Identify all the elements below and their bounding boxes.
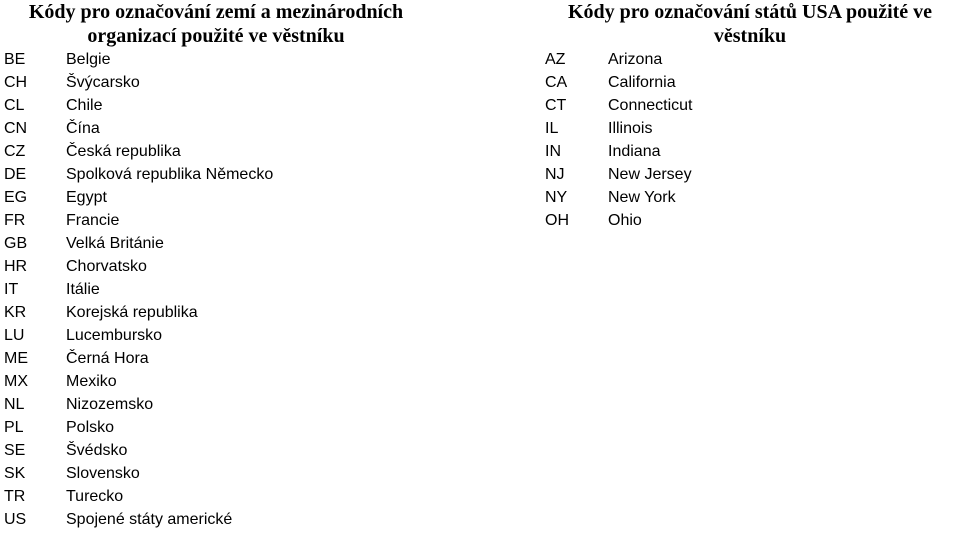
name-cell: Spolková republika Německo	[66, 166, 274, 183]
name-cell: California	[608, 74, 676, 91]
name-cell: Francie	[66, 212, 120, 229]
country-row	[0, 117, 273, 140]
name-cell: Černá Hora	[66, 350, 149, 367]
name-cell: Čína	[66, 120, 100, 137]
code-cell: MX	[4, 373, 28, 390]
code-cell: HR	[4, 258, 28, 275]
code-cell: LU	[4, 327, 25, 344]
name-cell: Itálie	[66, 281, 100, 298]
country-row	[0, 347, 273, 370]
country-row	[0, 232, 273, 255]
code-cell: DE	[4, 166, 27, 183]
state-row	[540, 163, 693, 186]
country-row	[0, 163, 273, 186]
code-cell: NY	[545, 189, 568, 206]
state-row	[540, 209, 693, 232]
name-cell: Švýcarsko	[66, 74, 140, 91]
code-cell: CH	[4, 74, 28, 91]
code-cell: ME	[4, 350, 28, 367]
code-cell: OH	[545, 212, 569, 229]
code-cell: IN	[545, 143, 561, 160]
country-row	[0, 393, 273, 416]
name-cell: Spojené státy americké	[66, 511, 233, 528]
name-cell: Polsko	[66, 419, 115, 436]
country-row	[0, 278, 273, 301]
code-cell: PL	[4, 419, 24, 436]
code-cell: NJ	[545, 166, 565, 183]
country-row	[0, 140, 273, 163]
country-row	[0, 186, 273, 209]
name-cell: Slovensko	[66, 465, 140, 482]
country-row	[0, 255, 273, 278]
name-cell: Belgie	[66, 51, 111, 68]
name-cell: Turecko	[66, 488, 124, 505]
name-cell: Švédsko	[66, 442, 128, 459]
country-row	[0, 416, 273, 439]
code-cell: FR	[4, 212, 26, 229]
name-cell: Arizona	[608, 51, 663, 68]
us-state-code-list	[540, 48, 693, 232]
name-cell: Egypt	[66, 189, 107, 206]
code-cell: SE	[4, 442, 26, 459]
country-code-list	[0, 48, 273, 531]
code-cell: NL	[4, 396, 25, 413]
name-cell: Korejská republika	[66, 304, 198, 321]
name-cell: Česká republika	[66, 143, 181, 160]
country-row	[0, 462, 273, 485]
state-row	[540, 140, 693, 163]
code-cell: CZ	[4, 143, 26, 160]
name-cell: Illinois	[608, 120, 653, 137]
name-cell: Velká Británie	[66, 235, 164, 252]
us-states-heading-line1: Kódy pro označování států USA použité ve	[567, 1, 933, 23]
country-row	[0, 508, 273, 531]
countries-heading-line2: organizací použité ve věstníku	[87, 25, 345, 47]
code-cell: CA	[545, 74, 568, 91]
state-row	[540, 48, 693, 71]
country-row	[0, 94, 273, 117]
code-cell: EG	[4, 189, 28, 206]
name-cell: Lucembursko	[66, 327, 163, 344]
us-states-heading-line2: věstníku	[713, 25, 787, 47]
name-cell: New York	[608, 189, 676, 206]
code-cell: CL	[4, 97, 25, 114]
code-cell: CT	[545, 97, 567, 114]
country-row	[0, 71, 273, 94]
state-row	[540, 94, 693, 117]
name-cell: Nizozemsko	[66, 396, 154, 413]
us-states-heading	[540, 0, 960, 48]
country-row	[0, 48, 273, 71]
code-cell: SK	[4, 465, 26, 482]
state-row	[540, 117, 693, 140]
name-cell: Ohio	[608, 212, 642, 229]
code-cell: AZ	[545, 51, 566, 68]
country-row	[0, 370, 273, 393]
name-cell: Connecticut	[608, 97, 693, 114]
name-cell: Chile	[66, 97, 103, 114]
country-row	[0, 485, 273, 508]
name-cell: Indiana	[608, 143, 661, 160]
country-row	[0, 209, 273, 232]
state-row	[540, 186, 693, 209]
name-cell: Chorvatsko	[66, 258, 147, 275]
country-row	[0, 324, 273, 347]
countries-heading-line1: Kódy pro označování zemí a mezinárodních	[28, 1, 404, 23]
code-cell: US	[4, 511, 27, 528]
code-cell: KR	[4, 304, 27, 321]
name-cell: New Jersey	[608, 166, 692, 183]
code-cell: TR	[4, 488, 26, 505]
code-cell: GB	[4, 235, 28, 252]
name-cell: Mexiko	[66, 373, 117, 390]
code-cell: CN	[4, 120, 28, 137]
country-row	[0, 439, 273, 462]
code-cell: BE	[4, 51, 26, 68]
countries-heading	[0, 0, 432, 48]
country-row	[0, 301, 273, 324]
state-row	[540, 71, 693, 94]
code-cell: IT	[4, 281, 19, 298]
code-cell: IL	[545, 120, 559, 137]
